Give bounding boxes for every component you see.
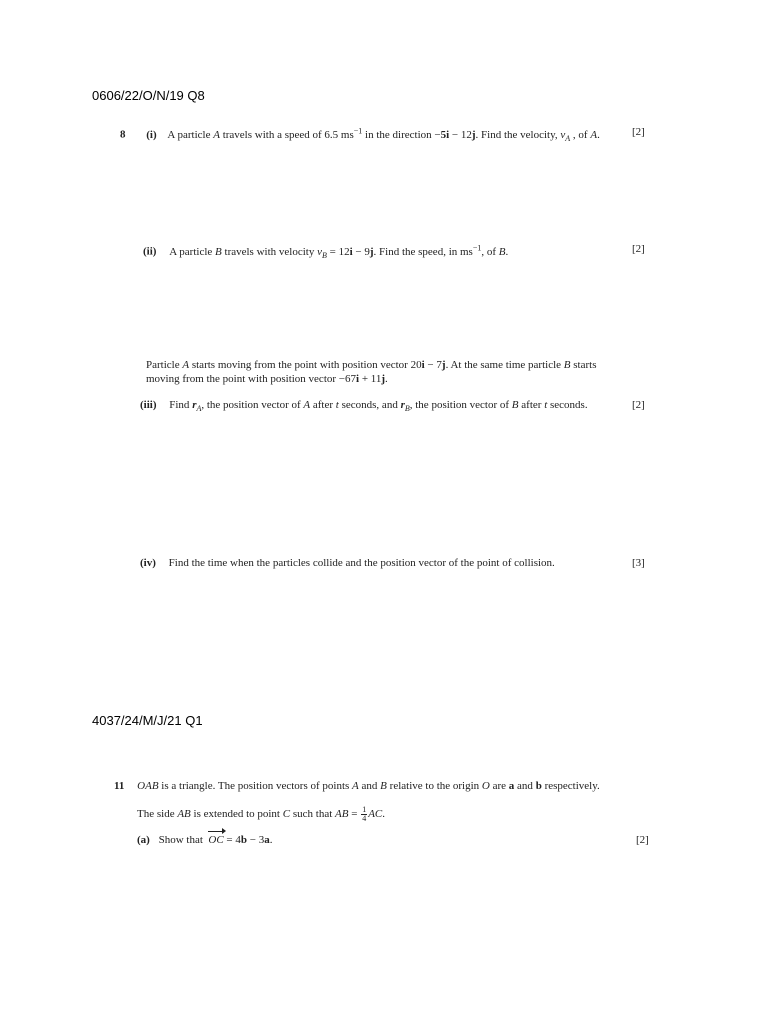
part-ii-text: A particle B travels with velocity $v_B = 12i - 9j$. Find the speed, in $ms^{-1}$, of B. [169, 243, 509, 260]
q11-stem-text-1: OAB is a triangle. The position vectors of points A and B relative to the origin O are a and b respectively. [137, 780, 600, 792]
q8-part-ii-line [143, 243, 508, 260]
part-i-marks: [2] [632, 126, 645, 138]
q8-part-i-line [120, 126, 600, 143]
question-reference-1: 0606/22/O/N/19 Q8 [92, 88, 205, 103]
part-label-iv: (iv) [140, 557, 156, 569]
q8-stem-line-2: moving from the point with position vector −67i + 11j. [146, 373, 388, 385]
part-a-text: Show that OC = 4b − 3a. [158, 834, 273, 846]
part-label-iii: (iii) [140, 399, 157, 411]
vector-oc: OC [208, 834, 224, 846]
part-iv-marks: [3] [632, 557, 645, 569]
q8-stem-line-1: Particle A starts moving from the point with position vector 20i − 7j. At the same time particle B starts [146, 359, 597, 371]
q8-part-iv-line [140, 557, 555, 569]
part-label-a: (a) [137, 834, 150, 846]
q11-stem-line-1 [114, 780, 600, 792]
part-label-i: (i) [146, 128, 157, 141]
part-iv-text: Find the time when the particles collide and the position vector of the point of collision. [168, 557, 555, 569]
q8-part-iii-line [140, 399, 588, 413]
q11-stem-line-2: The side AB is extended to point C such that AB = $\frac{1}{4}$ AC. [137, 805, 385, 823]
part-label-ii: (ii) [143, 245, 157, 258]
part-ii-marks: [2] [632, 243, 645, 255]
question-number-11: 11 [114, 780, 125, 792]
fraction-one-quarter: $\frac{1}{4}$ [362, 805, 367, 823]
part-iii-text: Find $r_A$, the position vector of A after t seconds, and $r_B$, the position vector of B after t seconds. [169, 399, 588, 414]
part-a-marks: [2] [636, 834, 649, 846]
q11-part-a-line [137, 834, 272, 846]
question-number-8: 8 [120, 128, 126, 141]
part-iii-marks: [2] [632, 399, 645, 411]
part-i-text: A particle A travels with a speed of 6.5 $ms^{-1}$ in the direction −5i − 12j. Find the velocity, $v_A$ , of A. [167, 126, 600, 143]
question-reference-2: 4037/24/M/J/21 Q1 [92, 713, 203, 728]
